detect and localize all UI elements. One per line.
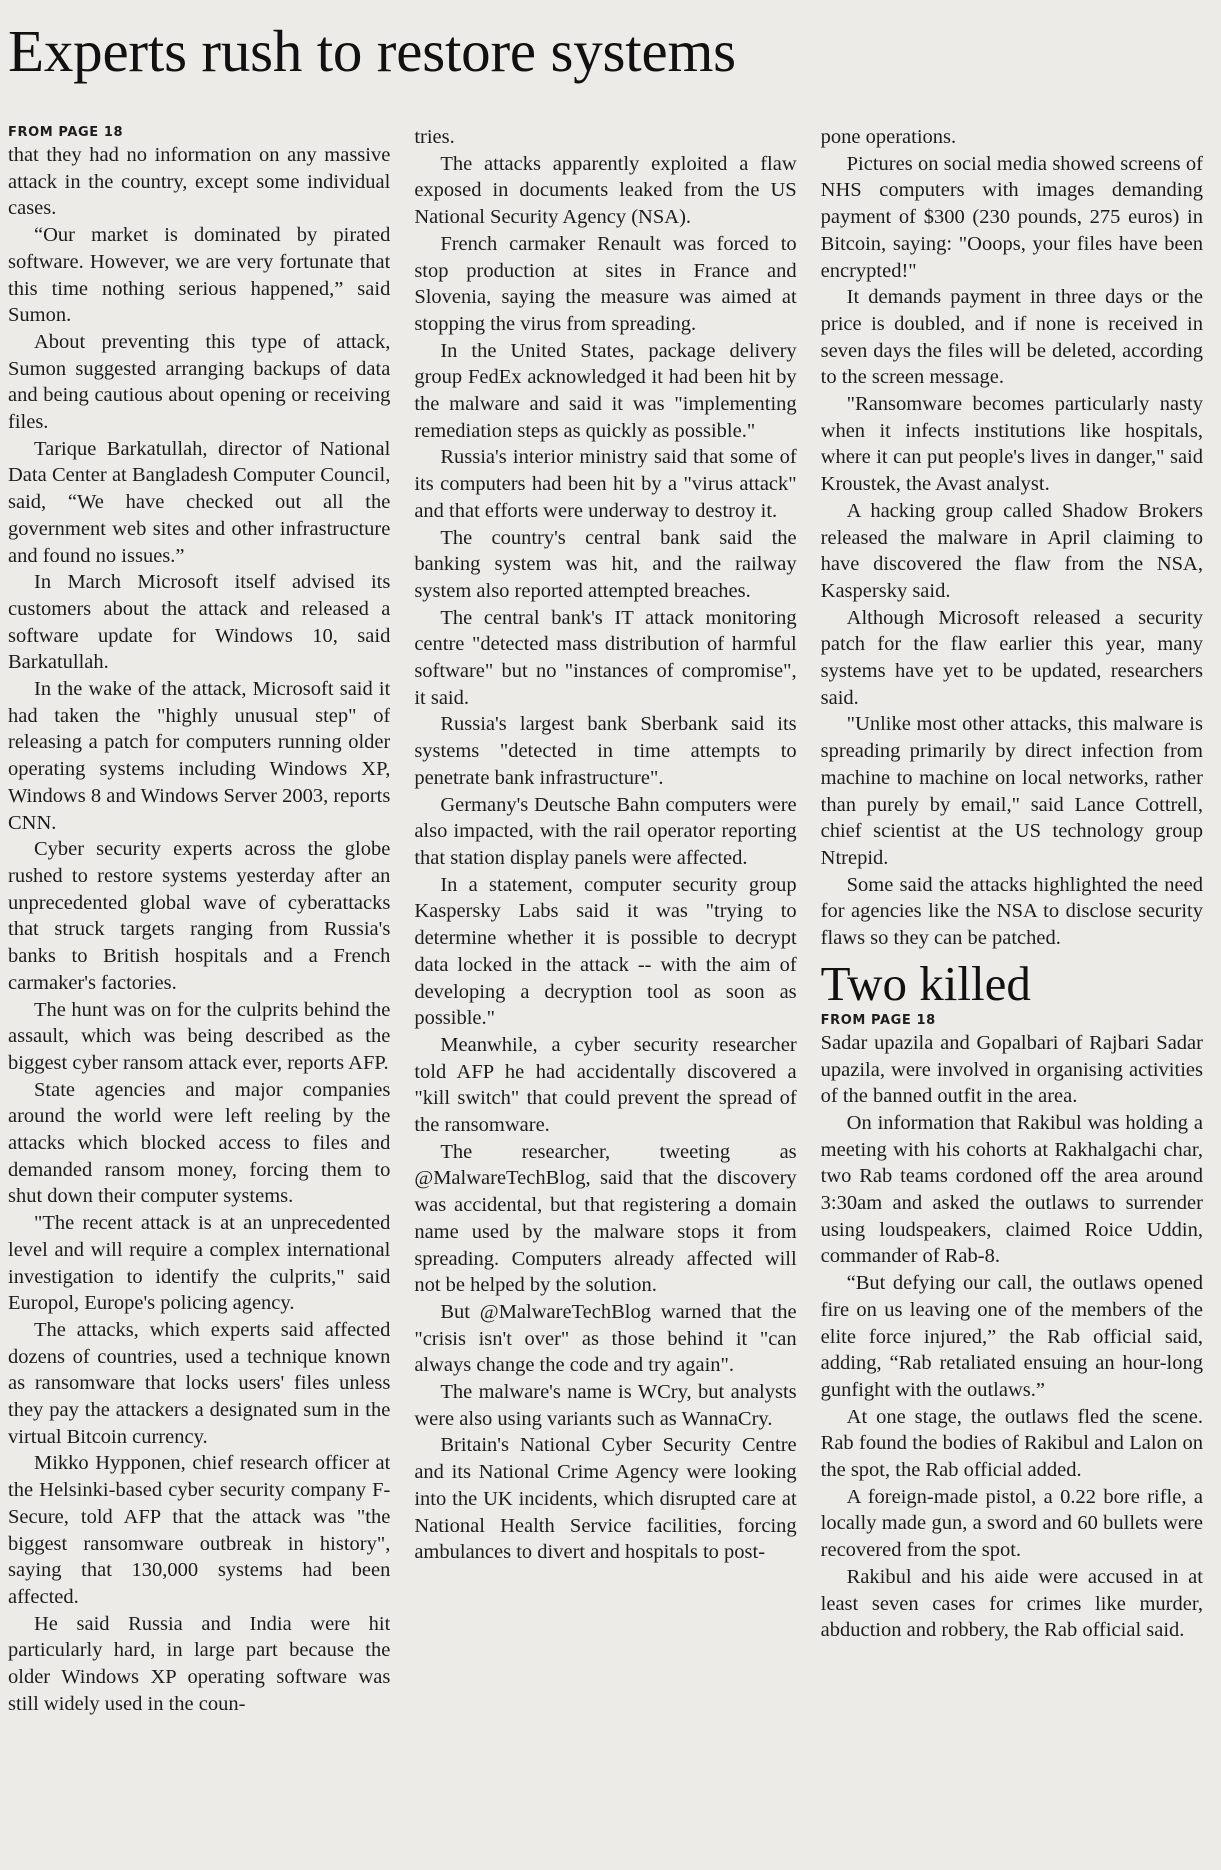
paragraph: Pictures on social media showed screens of NHS computers with images demanding payment of $300 (230 pounds, 275 euros) in Bitcoin, saying: "Ooops, your files have been encrypted!"	[820, 152, 1203, 282]
paragraph: State agencies and major companies around the world were left reeling by the attacks which blocked access to files and demanded ransom money, forcing them to shut down their computer systems.	[8, 1078, 391, 1208]
paragraph: He said Russia and India were hit particularly hard, in large part because the older Windows XP operating software was still widely used in the coun-	[8, 1612, 391, 1715]
paragraph: French carmaker Renault was forced to stop production at sites in France and Slovenia, saying the measure was aimed at stopping the virus from spreading.	[414, 232, 797, 335]
article-columns	[8, 124, 1203, 1866]
paragraph: On information that Rakibul was holding a meeting with his cohorts at Rakhalgachi char, two Rab teams cordoned off the area around 3:30am and asked the outlaws to surrender using loudspeakers, claimed Roice Uddin, commander of Rab-8.	[820, 1111, 1203, 1268]
newspaper-page	[0, 20, 1221, 1870]
paragraph: Russia's interior ministry said that some of its computers had been hit by a "virus attack" and that efforts were underway to destroy it.	[414, 446, 797, 522]
paragraph: "Unlike most other attacks, this malware is spreading primarily by direct infection from machine to machine on local networks, rather than purely by email," said Lance Cottrell, chief scientist at the US technology group Ntrepid.	[820, 713, 1203, 869]
paragraph: Germany's Deutsche Bahn computers were also impacted, with the rail operator reporting that station display panels were affected.	[414, 793, 797, 869]
article-headline: Experts rush to restore systems	[8, 18, 736, 84]
paragraph: It demands payment in three days or the price is doubled, and if none is received in seven days the files will be deleted, according to the screen message.	[820, 286, 1203, 389]
second-article-headline: Two killed	[820, 955, 1031, 1011]
paragraph: The hunt was on for the culprits behind the assault, which was being described as the biggest cyber ransom attack ever, reports AFP.	[8, 998, 391, 1074]
paragraph: Russia's largest bank Sberbank said its systems "detected in time attempts to penetrate bank infrastructure".	[414, 713, 797, 789]
paragraph: Britain's National Cyber Security Centre and its National Crime Agency were looking into the UK incidents, which disrupted care at National Health Service facilities, forcing ambulances to divert and hospitals to post-	[414, 1434, 797, 1564]
paragraph: The attacks apparently exploited a flaw exposed in documents leaked from the US National Security Agency (NSA).	[414, 152, 797, 229]
paragraph: tries.	[414, 126, 455, 148]
paragraph: Sadar upazila and Gopalbari of Rajbari Sadar upazila, were involved in organising activities of the banned outfit in the area.	[820, 1031, 1203, 1108]
paragraph: Some said the attacks highlighted the need for agencies like the NSA to disclose security flaws so they can be patched.	[820, 873, 1203, 950]
paragraph: In March Microsoft itself advised its customers about the attack and released a software update for Windows 10, said Barkatullah.	[8, 571, 391, 674]
paragraph: The researcher, tweeting as @MalwareTechBlog, said that the discovery was accidental, but that registering a domain name used by the malware stops it from spreading. Computers already affected will not be helped by the solution.	[414, 1140, 797, 1297]
continued-from-label: FROM PAGE 18	[8, 125, 124, 140]
paragraph: “But defying our call, the outlaws opened fire on us leaving one of the members of the elite force injured,” the Rab official said, adding, “Rab retaliated ensuing an hour-long gunfight with the outlaws.”	[820, 1272, 1203, 1401]
paragraph: In a statement, computer security group Kaspersky Labs said it was "trying to determine whether it is possible to decrypt data locked in the attack -- with the aim of developing a decryption tool as soon as possible."	[414, 873, 797, 1030]
paragraph: The central bank's IT attack monitoring centre "detected mass distribution of harmful software" but no "instances of compromise", it said.	[414, 606, 797, 709]
paragraph: Rakibul and his aide were accused in at least seven cases for crimes like murder, abduction and robbery, the Rab official said.	[820, 1565, 1203, 1642]
paragraph: In the wake of the attack, Microsoft said it had taken the "highly unusual step" of releasing a patch for computers running older operating systems including Windows XP, Windows 8 and Windows Server 2003, reports CNN.	[8, 678, 391, 834]
paragraph: "Ransomware becomes particularly nasty when it infects institutions like hospitals, where it can put people's lives in danger," said Kroustek, the Avast analyst.	[820, 393, 1203, 496]
paragraph: A hacking group called Shadow Brokers released the malware in April claiming to have discovered the flaw from the NSA, Kaspersky said.	[820, 499, 1203, 602]
paragraph: Meanwhile, a cyber security researcher told AFP he had accidentally discovered a "kill switch" that could prevent the spread of the ransomware.	[414, 1033, 797, 1137]
paragraph: The attacks, which experts said affected dozens of countries, used a technique known as ransomware that locks users' files unless they pay the attackers a designated sum in the virtual Bitcoin currency.	[8, 1318, 391, 1448]
paragraph: In the United States, package delivery group FedEx acknowledged it had been hit by the malware and said it was "implementing remediation steps as quickly as possible."	[414, 339, 797, 442]
paragraph: A foreign-made pistol, a 0.22 bore rifle, a locally made gun, a sword and 60 bullets were recovered from the spot.	[820, 1485, 1203, 1562]
paragraph: Mikko Hypponen, chief research officer at the Helsinki-based cyber security company F-Secure, told AFP that the attack was "the biggest ransomware outbreak in history", saying that 130,000 systems had been affected.	[8, 1452, 391, 1608]
paragraph: The malware's name is WCry, but analysts were also using variants such as WannaCry.	[414, 1381, 797, 1430]
column-3	[821, 124, 1203, 1866]
paragraph: Tarique Barkatullah, director of National Data Center at Bangladesh Computer Council, said, “We have checked out all the government web sites and other infrastructure and found no issues.”	[8, 437, 391, 567]
paragraph: About preventing this type of attack, Sumon suggested arranging backups of data and being cautious about opening or receiving files.	[8, 330, 391, 434]
paragraph: But @MalwareTechBlog warned that the "crisis isn't over" as those behind it "can always change the code and try again".	[414, 1300, 797, 1377]
paragraph: pone operations.	[820, 126, 957, 148]
paragraph: The country's central bank said the banking system was hit, and the railway system also reported attempted breaches.	[414, 526, 797, 602]
paragraph: At one stage, the outlaws fled the scene. Rab found the bodies of Rakibul and Lalon on the spot, the Rab official added.	[820, 1405, 1203, 1482]
continued-from-label: FROM PAGE 18	[820, 1012, 936, 1028]
column-1	[8, 124, 390, 1866]
paragraph: "The recent attack is at an unprecedented level and will require a complex international investigation to identify the culprits," said Europol, Europe's policing agency.	[8, 1212, 391, 1315]
paragraph: “Our market is dominated by pirated software. However, we are very fortunate that this time nothing serious happened,” said Sumon.	[8, 224, 391, 327]
paragraph: that they had no information on any massive attack in the country, except some individual cases.	[8, 144, 391, 220]
paragraph: Cyber security experts across the globe rushed to restore systems yesterday after an unprecedented global wave of cyberattacks that struck targets ranging from Russia's banks to British hospitals and a French carmaker's factories.	[8, 838, 391, 994]
paragraph: Although Microsoft released a security patch for the flaw earlier this year, many systems have yet to be updated, researchers said.	[820, 606, 1203, 709]
column-2	[414, 124, 796, 1866]
